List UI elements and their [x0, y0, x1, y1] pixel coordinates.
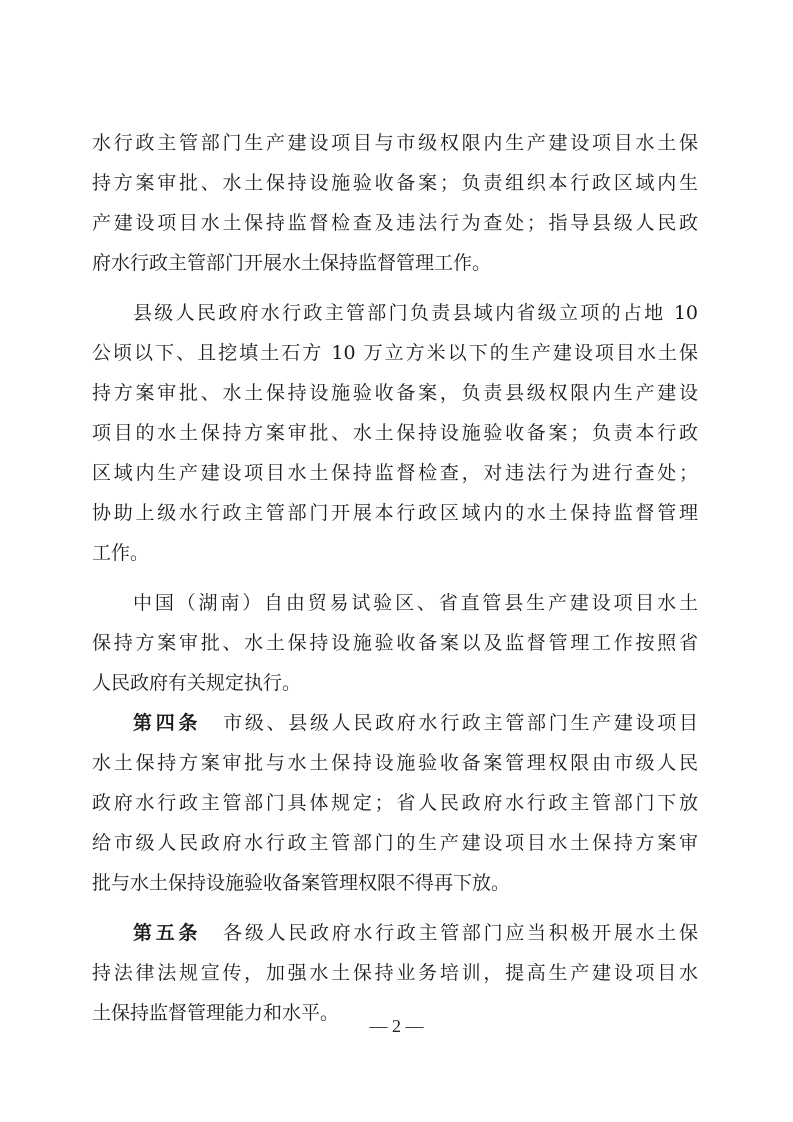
paragraph-line: 水行政主管部门生产建设项目与市级权限内生产建设项目水土保 [92, 132, 698, 154]
article-label: 第四条 [133, 712, 202, 734]
page-number: — 2 — [369, 1016, 424, 1036]
paragraph-line: 区域内生产建设项目水土保持监督检查，对违法行为进行查处； [92, 462, 698, 484]
paragraph-line: 持法律法规宣传，加强水土保持业务培训，提高生产建设项目水 [92, 962, 698, 984]
paragraph-line: 产建设项目水土保持监督检查及违法行为查处；指导县级人民政 [92, 212, 698, 234]
paragraph-line: 持方案审批、水土保持设施验收备案，负责县级权限内生产建设 [92, 382, 698, 404]
paragraph-line: 工作。 [92, 542, 150, 564]
paragraph-line: 保持方案审批、水土保持设施验收备案以及监督管理工作按照省 [92, 632, 698, 654]
paragraph-line: 批与水土保持设施验收备案管理权限不得再下放。 [92, 872, 511, 894]
paragraph-line: 中国（湖南）自由贸易试验区、省直管县生产建设项目水土 [133, 592, 698, 614]
article-label: 第五条 [133, 922, 202, 944]
paragraph-line: 公顷以下、且挖填土石方 10 万立方米以下的生产建设项目水土保 [92, 342, 698, 364]
paragraph-line: 县级人民政府水行政主管部门负责县域内省级立项的占地 10 [133, 302, 698, 324]
article-4-first-line [133, 708, 698, 738]
paragraph-line: 人民政府有关规定执行。 [92, 672, 302, 694]
paragraph-line: 持方案审批、水土保持设施验收备案；负责组织本行政区域内生 [92, 172, 698, 194]
paragraph-line: 土保持监督管理能力和水平。 [92, 1002, 340, 1024]
paragraph-text: 市级、县级人民政府水行政主管部门生产建设项目 [223, 712, 698, 734]
paragraph-line: 给市级人民政府水行政主管部门的生产建设项目水土保持方案审 [92, 832, 698, 854]
paragraph-line: 协助上级水行政主管部门开展本行政区域内的水土保持监督管理 [92, 502, 698, 524]
article-5-first-line [133, 918, 698, 948]
paragraph-line: 项目的水土保持方案审批、水土保持设施验收备案；负责本行政 [92, 422, 698, 444]
paragraph-text: 各级人民政府水行政主管部门应当积极开展水土保 [223, 922, 698, 944]
paragraph-line: 水土保持方案审批与水土保持设施验收备案管理权限由市级人民 [92, 752, 698, 774]
paragraph-line: 政府水行政主管部门具体规定；省人民政府水行政主管部门下放 [92, 792, 698, 814]
paragraph-line: 府水行政主管部门开展水土保持监督管理工作。 [92, 252, 492, 274]
